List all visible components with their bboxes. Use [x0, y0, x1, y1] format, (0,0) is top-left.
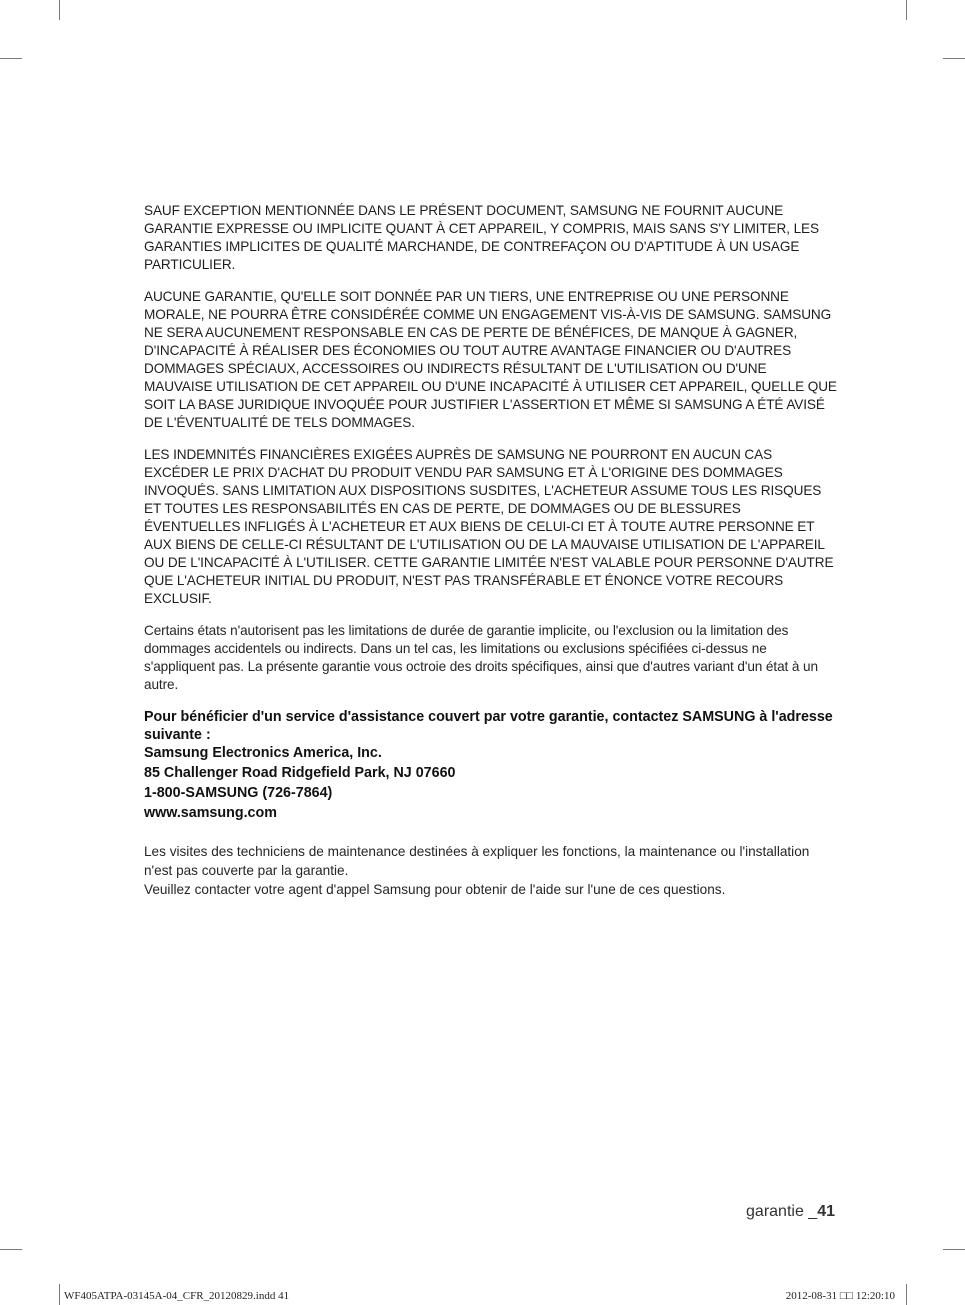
- crop-mark-right-bottom: [943, 1249, 965, 1250]
- warranty-content: [144, 202, 838, 899]
- service-notes: [144, 842, 838, 899]
- state-rights-paragraph: Certains états n'autorisent pas les limitations de durée de garantie implicite, ou l'exclusion ou la limitation des dommages accidentels ou indirects. Dans un tel cas, les limitations ou exclusions spécifiées ci-dessus ne s'appliquent pas. La présente garantie vous octroie des droits spécifiques, ainsi que d'autres variant d'un état à un autre.: [144, 623, 818, 692]
- company-name: Samsung Electronics America, Inc.: [144, 745, 382, 761]
- crop-mark-bottom-left: [59, 1284, 60, 1305]
- crop-mark-right-top: [943, 58, 965, 59]
- crop-mark-left-top: [0, 58, 22, 59]
- crop-mark-left-bottom: [0, 1249, 22, 1250]
- service-note-1: Les visites des techniciens de maintenance destinées à expliquer les fonctions, la maintenance ou l'installation n'est pas couverte par la garantie.: [144, 844, 810, 878]
- crop-mark-top-left: [59, 0, 60, 20]
- contact-block: [144, 708, 838, 822]
- page-number: 41: [817, 1203, 835, 1220]
- disclaimer-paragraph-2: AUCUNE GARANTIE, QU'ELLE SOIT DONNÉE PAR UN TIERS, UNE ENTREPRISE OU UNE PERSONNE MORALE, NE POURRA ÊTRE CONSIDÉRÉE COMME UN ENGAGEMENT VIS-À-VIS DE SAMSUNG. SAMSUNG NE SERA AUCUNEMENT RESPONSABLE EN CAS DE PERTE DE BÉNÉFICES, DE MANQUE À GAGNER, D'INCAPACITÉ À RÉALISER DES ÉCONOMIES OU TOUT AUTRE AVANTAGE FINANCIER OU D'AUTRES DOMMAGES SPÉCIAUX, ACCESSOIRES OU INDIRECTS RÉSULTANT DE L'UTILISATION OU D'UNE MAUVAISE UTILISATION DE CET APPAREIL OU D'UNE INCAPACITÉ À UTILISER CET APPAREIL, QUELLE QUE SOIT LA BASE JURIDIQUE INVOQUÉE POUR JUSTIFIER L'ASSERTION ET MÊME SI SAMSUNG A ÉTÉ AVISÉ DE L'ÉVENTUALITÉ DE TELS DOMMAGES.: [144, 289, 837, 430]
- page-footer: [746, 1203, 835, 1221]
- service-note-2: Veuillez contacter votre agent d'appel Samsung pour obtenir de l'aide sur l'une de ces questions.: [144, 882, 726, 897]
- phone-number: 1-800-SAMSUNG (726-7864): [144, 785, 333, 801]
- company-address: 85 Challenger Road Ridgefield Park, NJ 07660: [144, 765, 456, 781]
- print-slug-filename: WF405ATPA-03145A-04_CFR_20120829.indd 41: [64, 1290, 290, 1302]
- print-slug-timestamp: 2012-08-31 □□ 12:20:10: [785, 1290, 895, 1302]
- disclaimer-paragraph-1: SAUF EXCEPTION MENTIONNÉE DANS LE PRÉSENT DOCUMENT, SAMSUNG NE FOURNIT AUCUNE GARANTIE EXPRESSE OU IMPLICITE QUANT À CET APPAREIL, Y COMPRIS, MAIS SANS S'Y LIMITER, LES GARANTIES IMPLICITES DE QUALITÉ MARCHANDE, DE CONTREFAÇON OU D'APTITUDE À UN USAGE PARTICULIER.: [144, 203, 819, 272]
- footer-section-label: garantie _: [746, 1203, 818, 1220]
- crop-mark-top-right: [906, 0, 907, 20]
- website-link: www.samsung.com: [144, 805, 277, 821]
- disclaimer-paragraph-3: LES INDEMNITÉS FINANCIÈRES EXIGÉES AUPRÈS DE SAMSUNG NE POURRONT EN AUCUN CAS EXCÉDER LE PRIX D'ACHAT DU PRODUIT VENDU PAR SAMSUNG ET À L'ORIGINE DES DOMMAGES INVOQUÉS. SANS LIMITATION AUX DISPOSITIONS SUSDITES, L'ACHETEUR ASSUME TOUS LES RISQUES ET TOUTES LES RESPONSABILITÉS EN CAS DE PERTE, DE DOMMAGES OU DE BLESSURES ÉVENTUELLES INFLIGÉS À L'ACHETEUR ET AUX BIENS DE CELUI-CI ET À TOUTE AUTRE PERSONNE ET AUX BIENS DE CELLE-CI RÉSULTANT DE L'UTILISATION OU DE LA MAUVAISE UTILISATION DE L'APPAREIL OU DE L'INCAPACITÉ À L'UTILISER. CETTE GARANTIE LIMITÉE N'EST VALABLE POUR PERSONNE D'AUTRE QUE L'ACHETEUR INITIAL DU PRODUIT, N'EST PAS TRANSFÉRABLE ET ÉNONCE VOTRE RECOURS EXCLUSIF.: [144, 447, 834, 606]
- crop-mark-bottom-right: [906, 1284, 907, 1305]
- contact-intro: Pour bénéficier d'un service d'assistance couvert par votre garantie, contactez SAMSUNG à l'adresse suivante :: [144, 709, 833, 743]
